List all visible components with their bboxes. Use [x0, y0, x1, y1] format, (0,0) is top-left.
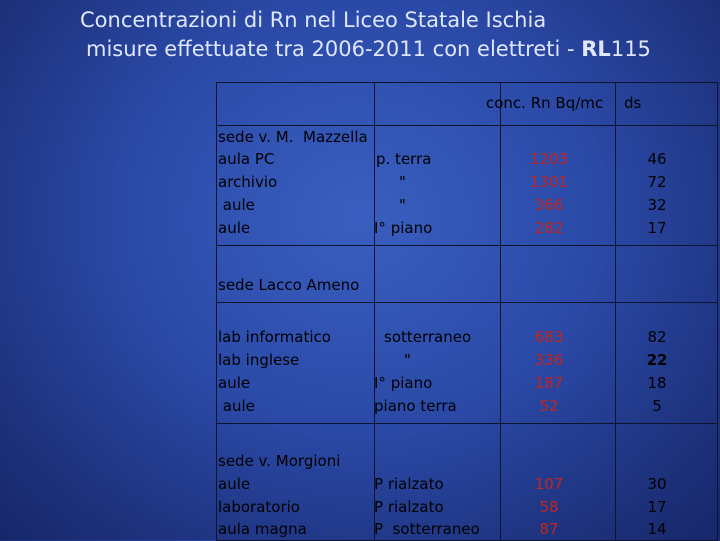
slide-title	[78, 6, 698, 64]
conc-value: 1301	[529, 173, 569, 191]
ds-value: 17	[647, 498, 667, 516]
section-2-empty-cell-3	[615, 245, 718, 303]
ds-value: 30	[647, 475, 667, 493]
title-line-2-bold: RL	[581, 37, 611, 61]
header-ds: ds	[624, 94, 642, 112]
room-label: archivio	[218, 173, 278, 191]
ds-value: 22	[646, 351, 668, 369]
section-title: sede Lacco Ameno	[218, 276, 360, 294]
title-line-2-suffix: 115	[610, 37, 651, 61]
room-label: aule	[218, 196, 255, 214]
floor-label: P rialzato	[374, 475, 444, 493]
header-cell-empty-1	[216, 82, 375, 126]
header-conc: conc. Rn Bq/mc	[486, 94, 604, 112]
floor-label: "	[399, 196, 406, 214]
title-line-2-text: misure effettuate tra 2006-2011 con elettreti -	[86, 37, 582, 61]
conc-value: 107	[534, 475, 564, 493]
floor-label: piano terra	[374, 397, 457, 415]
conc-value: 58	[539, 498, 559, 516]
section-title: sede v. Morgioni	[218, 452, 341, 470]
radon-table	[216, 82, 718, 540]
section-2-empty-cell-1	[374, 245, 501, 303]
ds-value: 17	[647, 219, 667, 237]
ds-value: 5	[652, 397, 662, 415]
floor-label: sotterraneo	[384, 328, 472, 346]
floor-label: P sotterraneo	[374, 520, 480, 538]
room-label: lab informatico	[218, 328, 331, 346]
conc-value: 366	[534, 196, 564, 214]
ds-value: 72	[647, 173, 667, 191]
room-label: lab inglese	[218, 351, 300, 369]
floor-label: I° piano	[374, 219, 433, 237]
ds-value: 14	[647, 520, 667, 538]
room-label: aule	[218, 374, 251, 392]
floor-label: I° piano	[374, 374, 433, 392]
floor-label: "	[404, 351, 411, 369]
room-label: aula PC	[218, 150, 275, 168]
section-2-empty-cell-2	[500, 245, 616, 303]
ds-value: 46	[647, 150, 667, 168]
ds-value: 18	[647, 374, 667, 392]
section-title: sede v. M. Mazzella	[218, 128, 368, 146]
header-cell-empty-2	[374, 82, 501, 126]
floor-label: "	[399, 173, 406, 191]
title-line-1: Concentrazioni di Rn nel Liceo Statale Ischia	[80, 8, 547, 32]
conc-value: 336	[534, 351, 564, 369]
ds-value: 32	[647, 196, 667, 214]
room-label: laboratorio	[218, 498, 300, 516]
conc-value: 87	[539, 520, 559, 538]
floor-label: p. terra	[376, 150, 432, 168]
room-label: aule	[218, 475, 251, 493]
conc-value: 282	[534, 219, 564, 237]
floor-label: P rialzato	[374, 498, 444, 516]
conc-value: 52	[539, 397, 559, 415]
room-label: aule	[218, 219, 251, 237]
conc-value: 683	[534, 328, 564, 346]
title-line-2	[78, 35, 698, 64]
conc-value: 187	[534, 374, 564, 392]
room-label: aule	[218, 397, 255, 415]
conc-value: 1203	[529, 150, 569, 168]
room-label: aula magna	[218, 520, 307, 538]
ds-value: 82	[647, 328, 667, 346]
